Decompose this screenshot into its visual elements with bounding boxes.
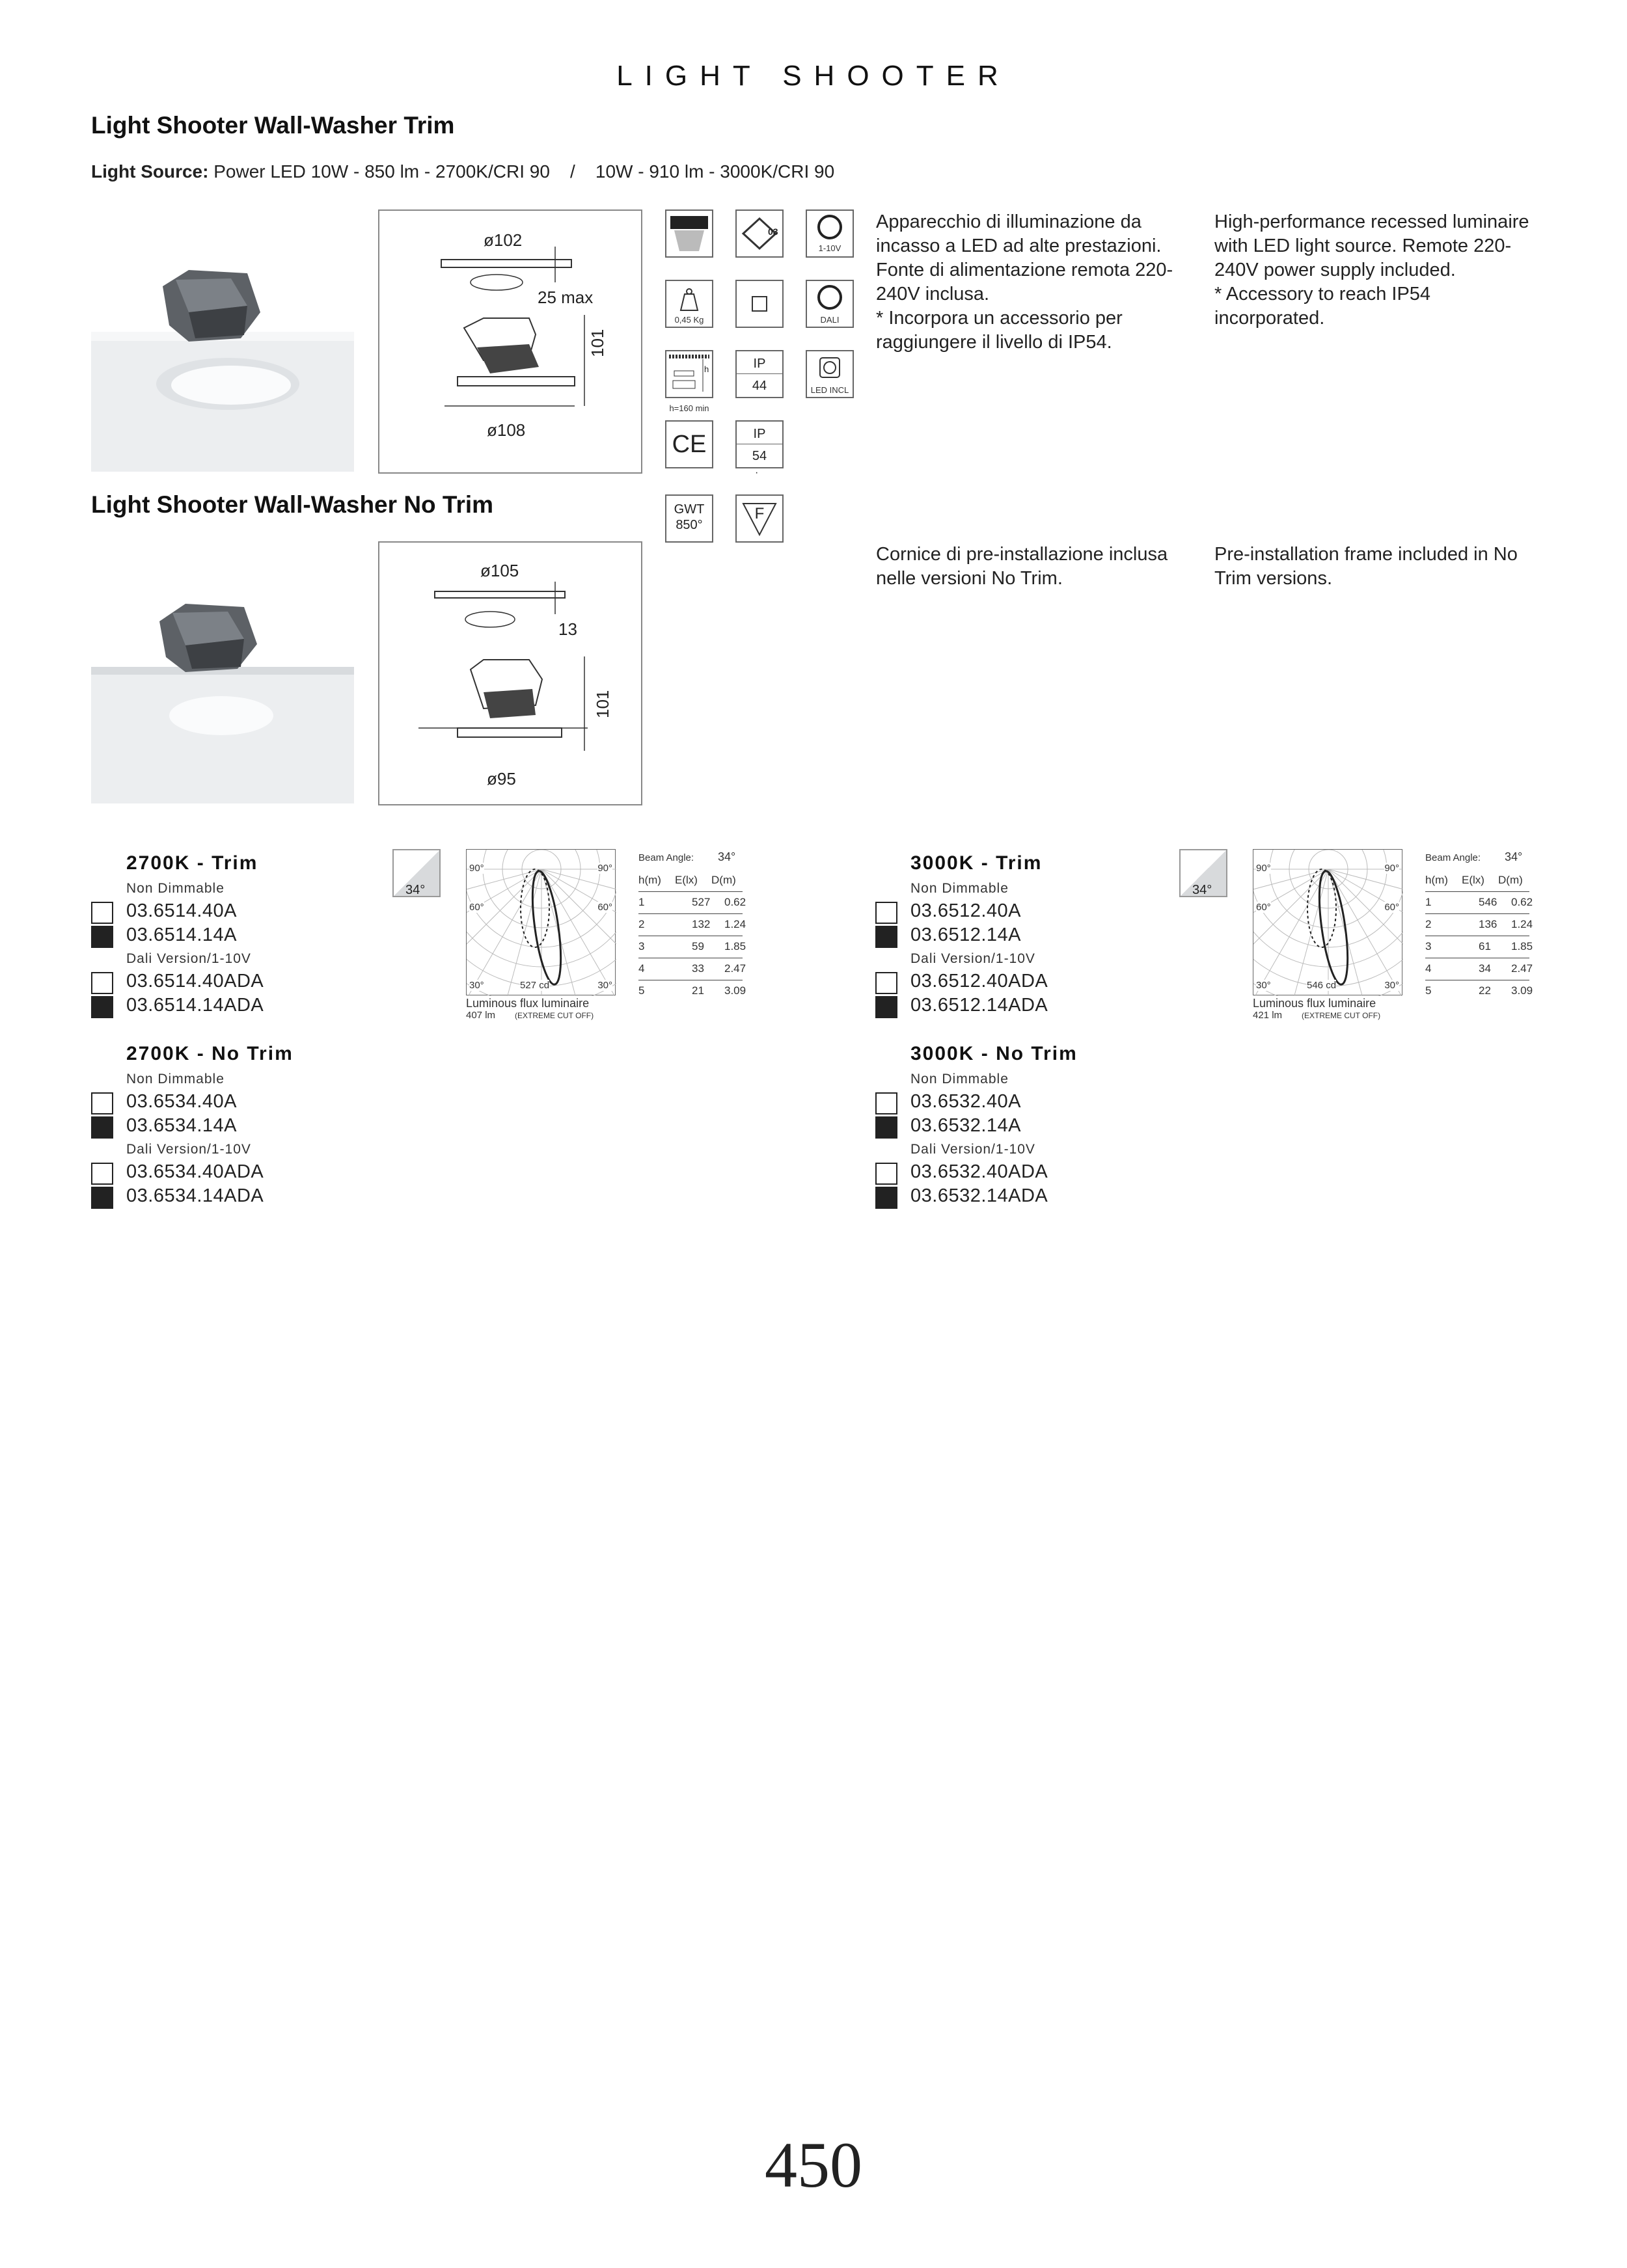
swatch-black <box>91 1116 113 1139</box>
square-icon <box>735 280 784 328</box>
polar-angle-label: 60° <box>1384 902 1399 913</box>
polar-diagram <box>1253 849 1402 995</box>
beam-angle-label: Beam Angle: <box>638 852 694 863</box>
table-cell: 21 <box>692 984 704 997</box>
polar-spoke <box>467 869 541 967</box>
polar-angle-label: 30° <box>1256 980 1271 991</box>
table-row <box>638 892 746 914</box>
f-mark-label: F <box>754 505 765 522</box>
variant-group-label: Non Dimmable <box>910 1072 1009 1087</box>
swatch-black <box>875 996 897 1018</box>
gwt-label: GWT <box>674 502 705 517</box>
table-cell: 61 <box>1479 940 1491 952</box>
gwt-icon <box>665 494 713 543</box>
light-source-line <box>91 161 834 182</box>
table-row <box>638 958 746 980</box>
dimmable-icon <box>806 209 854 258</box>
f-mark-icon <box>735 494 784 543</box>
swatch-white <box>91 1092 113 1114</box>
variant-block <box>91 852 430 1041</box>
table-cell: 2.47 <box>724 962 746 975</box>
class-label: 03 <box>768 226 778 237</box>
table-cell: 1.24 <box>1511 918 1533 930</box>
product-code: 03.6514.14ADA <box>126 995 264 1016</box>
ip54-value: 54 <box>752 449 767 463</box>
polar-grid <box>1253 850 1403 996</box>
class-icon <box>735 209 784 258</box>
table-header-cell: E(lx) <box>1462 874 1484 886</box>
product-code: 03.6512.40A <box>910 900 1021 921</box>
recessed-icon <box>665 209 713 258</box>
polar-spoke <box>1328 869 1403 967</box>
table-cell: 3 <box>1425 940 1432 952</box>
flux-value: 407 lm <box>466 1010 496 1021</box>
dim-diameter-bottom: ø95 <box>487 769 516 789</box>
polar-grid <box>467 850 616 996</box>
swatch-white <box>875 902 897 924</box>
polar-angle-label: 30° <box>469 980 484 991</box>
table-header-cell: h(m) <box>1425 874 1448 886</box>
table-cell: 0.62 <box>1511 896 1533 908</box>
polar-angle-label: 90° <box>1384 863 1399 874</box>
beam-angle-icon-label: 34° <box>405 883 426 897</box>
peak-intensity-label: 546 cd <box>1307 980 1337 991</box>
table-cell: 2.47 <box>1511 962 1533 975</box>
dim-depth: 13 <box>558 619 577 639</box>
weight-label: 0,45 Kg <box>674 315 704 325</box>
table-header-cell: D(m) <box>711 874 736 886</box>
product-code: 03.6532.14A <box>910 1115 1021 1136</box>
variant-title: 3000K - No Trim <box>910 1043 1078 1064</box>
variant-block <box>875 852 1214 1041</box>
illuminance-table <box>638 870 746 1000</box>
table-cell: 22 <box>1479 984 1491 997</box>
product-code: 03.6514.40A <box>126 900 237 921</box>
description-it-2: * Incorpora un accessorio per raggiungere il livello di IP54. <box>876 308 1123 353</box>
polar-angle-label: 30° <box>1384 980 1399 991</box>
ce-icon <box>665 420 713 468</box>
variant-block <box>91 1043 430 1232</box>
cutoff-label: (EXTREME CUT OFF) <box>1302 1011 1381 1020</box>
table-cell: 3.09 <box>1511 984 1533 997</box>
beam-angle-icon <box>1179 849 1227 897</box>
table-row <box>1425 892 1533 914</box>
ip-label: IP <box>753 357 766 371</box>
table-cell: 33 <box>692 962 704 975</box>
table-cell: 3.09 <box>724 984 746 997</box>
dim-diameter-top: ø105 <box>480 561 519 580</box>
ip44-icon <box>735 350 784 398</box>
dim-110v-label: 1-10V <box>818 243 841 253</box>
product-code: 03.6512.14A <box>910 925 1021 945</box>
description-it <box>876 210 1195 355</box>
table-cell: 4 <box>638 962 645 975</box>
table-cell: 1.24 <box>724 918 746 930</box>
cutout-icon <box>665 350 713 398</box>
swatch-white <box>91 1163 113 1185</box>
beam-angle-icon-label: 34° <box>1192 883 1212 897</box>
product-code: 03.6514.40ADA <box>126 971 264 992</box>
polar-spoke <box>1278 869 1328 996</box>
table-header-cell: D(m) <box>1498 874 1523 886</box>
table-cell: 5 <box>1425 984 1432 997</box>
variant-block <box>875 1043 1214 1232</box>
table-cell: 4 <box>1425 962 1432 975</box>
light-source-text: Power LED 10W - 850 lm - 2700K/CRI 90 / 10W - 910 lm - 3000K/CRI 90 <box>213 161 835 182</box>
table-header-cell: h(m) <box>638 874 661 886</box>
cutoff-label: (EXTREME CUT OFF) <box>515 1011 594 1020</box>
table-cell: 34 <box>1479 962 1491 975</box>
swatch-white <box>875 1163 897 1185</box>
flux-label: Luminous flux luminaire <box>466 997 590 1010</box>
product-heading-notrim: Light Shooter Wall-Washer No Trim <box>91 491 494 518</box>
table-cell: 1 <box>1425 896 1432 908</box>
dim-diameter-bottom: ø108 <box>487 420 526 440</box>
table-cell: 1.85 <box>724 940 746 952</box>
product-photo-notrim <box>91 540 354 803</box>
cutout-min-label: h=160 min <box>669 403 709 413</box>
variant-title: 3000K - Trim <box>910 852 1043 874</box>
table-row <box>638 914 746 936</box>
polar-angle-label: 90° <box>469 863 484 874</box>
product-code: 03.6512.14ADA <box>910 995 1048 1016</box>
swatch-black <box>91 926 113 948</box>
variant-group-label: Dali Version/1-10V <box>910 1142 1035 1157</box>
cutout-h-label: h <box>704 364 709 374</box>
table-header <box>1425 870 1529 892</box>
table-cell: 136 <box>1479 918 1497 930</box>
polar-angle-label: 90° <box>1256 863 1271 874</box>
table-row <box>1425 980 1533 1002</box>
ip54-icon <box>735 420 784 468</box>
swatch-white <box>91 902 113 924</box>
weight-icon <box>665 280 713 328</box>
description-en-1: High-performance recessed luminaire with LED light source. Remote 220-240V power supply included. <box>1214 211 1529 280</box>
polar-spoke <box>1253 869 1328 967</box>
peak-intensity-label: 527 cd <box>520 980 550 991</box>
swatch-black <box>91 1187 113 1209</box>
description-it-notrim: Cornice di pre-installazione inclusa nelle versioni No Trim. <box>876 544 1168 589</box>
description-en-2: * Accessory to reach IP54 incorporated. <box>1214 284 1431 329</box>
table-row <box>638 936 746 958</box>
polar-spoke <box>541 869 616 967</box>
dim-height: 101 <box>593 690 612 718</box>
product-photo-trim <box>91 208 354 472</box>
table-cell: 1.85 <box>1511 940 1533 952</box>
table-header-cell: E(lx) <box>675 874 698 886</box>
variant-group-label: Dali Version/1-10V <box>910 951 1035 966</box>
description-en-notrim: Pre-installation frame included in No Trim versions. <box>1214 544 1518 589</box>
table-cell: 527 <box>692 896 711 908</box>
product-code: 03.6514.14A <box>126 925 237 945</box>
page-title: LIGHT SHOOTER <box>616 60 1011 92</box>
ip44-value: 44 <box>752 379 767 393</box>
table-cell: 59 <box>692 940 704 952</box>
table-cell: 2 <box>1425 918 1432 930</box>
ce-label: CE <box>672 431 707 458</box>
table-cell: 3 <box>638 940 645 952</box>
polar-angle-label: 90° <box>597 863 612 874</box>
variant-group-label: Non Dimmable <box>910 881 1009 896</box>
beam-angle-value: 34° <box>718 850 736 863</box>
gwt-temp: 850° <box>676 518 703 532</box>
table-cell: 132 <box>692 918 711 930</box>
polar-spoke <box>491 869 541 996</box>
table-row <box>1425 914 1533 936</box>
polar-angle-label: 60° <box>1256 902 1271 913</box>
polar-angle-label: 30° <box>597 980 612 991</box>
dimension-drawing-trim <box>378 209 642 474</box>
swatch-white <box>875 1092 897 1114</box>
swatch-black <box>91 996 113 1018</box>
table-cell: 1 <box>638 896 645 908</box>
beam-angle-value: 34° <box>1505 850 1523 863</box>
variant-group-label: Non Dimmable <box>126 1072 225 1087</box>
table-header <box>638 870 743 892</box>
dim-height: 101 <box>588 329 607 357</box>
table-row <box>1425 958 1533 980</box>
table-cell: 5 <box>638 984 645 997</box>
flux-value: 421 lm <box>1253 1010 1283 1021</box>
swatch-white <box>875 972 897 994</box>
beam-angle-label: Beam Angle: <box>1425 852 1481 863</box>
description-it-1: Apparecchio di illuminazione da incasso a LED ad alte prestazioni. Fonte di alimentazione remota 220-240V inclusa. <box>876 211 1173 304</box>
swatch-black <box>875 1116 897 1139</box>
dali-label: DALI <box>820 315 840 325</box>
dim-diameter-top: ø102 <box>484 230 523 250</box>
product-code: 03.6534.14ADA <box>126 1185 264 1206</box>
variant-title: 2700K - Trim <box>126 852 258 874</box>
beam-angle-icon <box>392 849 441 897</box>
variant-group-label: Dali Version/1-10V <box>126 1142 251 1157</box>
swatch-white <box>91 972 113 994</box>
variant-title: 2700K - No Trim <box>126 1043 294 1064</box>
polar-diagram <box>466 849 616 995</box>
polar-angle-label: 60° <box>469 902 484 913</box>
product-code: 03.6534.14A <box>126 1115 237 1136</box>
led-incl-label: LED INCL <box>810 385 849 395</box>
product-code: 03.6534.40A <box>126 1091 237 1112</box>
polar-angle-label: 60° <box>597 902 612 913</box>
table-cell: 2 <box>638 918 645 930</box>
light-source-label: Light Source: <box>91 161 209 182</box>
ip54-dot: · <box>755 467 759 478</box>
swatch-black <box>875 926 897 948</box>
table-row <box>638 980 746 1002</box>
table-cell: 546 <box>1479 896 1497 908</box>
product-code: 03.6532.14ADA <box>910 1185 1048 1206</box>
ip-label: IP <box>753 427 766 441</box>
product-code: 03.6532.40ADA <box>910 1161 1048 1182</box>
dali-icon <box>806 280 854 328</box>
table-row <box>1425 936 1533 958</box>
dim-depth: 25 max <box>538 288 594 307</box>
variant-group-label: Non Dimmable <box>126 881 225 896</box>
led-incl-icon <box>806 350 854 398</box>
swatch-black <box>875 1187 897 1209</box>
dimension-drawing-notrim <box>378 541 642 805</box>
product-heading-trim: Light Shooter Wall-Washer Trim <box>91 112 455 139</box>
variant-group-label: Dali Version/1-10V <box>126 951 251 966</box>
page-number: 450 <box>765 2129 862 2201</box>
flux-label: Luminous flux luminaire <box>1253 997 1376 1010</box>
product-code: 03.6532.40A <box>910 1091 1021 1112</box>
product-code: 03.6512.40ADA <box>910 971 1048 992</box>
table-cell: 0.62 <box>724 896 746 908</box>
product-code: 03.6534.40ADA <box>126 1161 264 1182</box>
description-en <box>1214 210 1533 331</box>
illuminance-table <box>1425 870 1533 1000</box>
